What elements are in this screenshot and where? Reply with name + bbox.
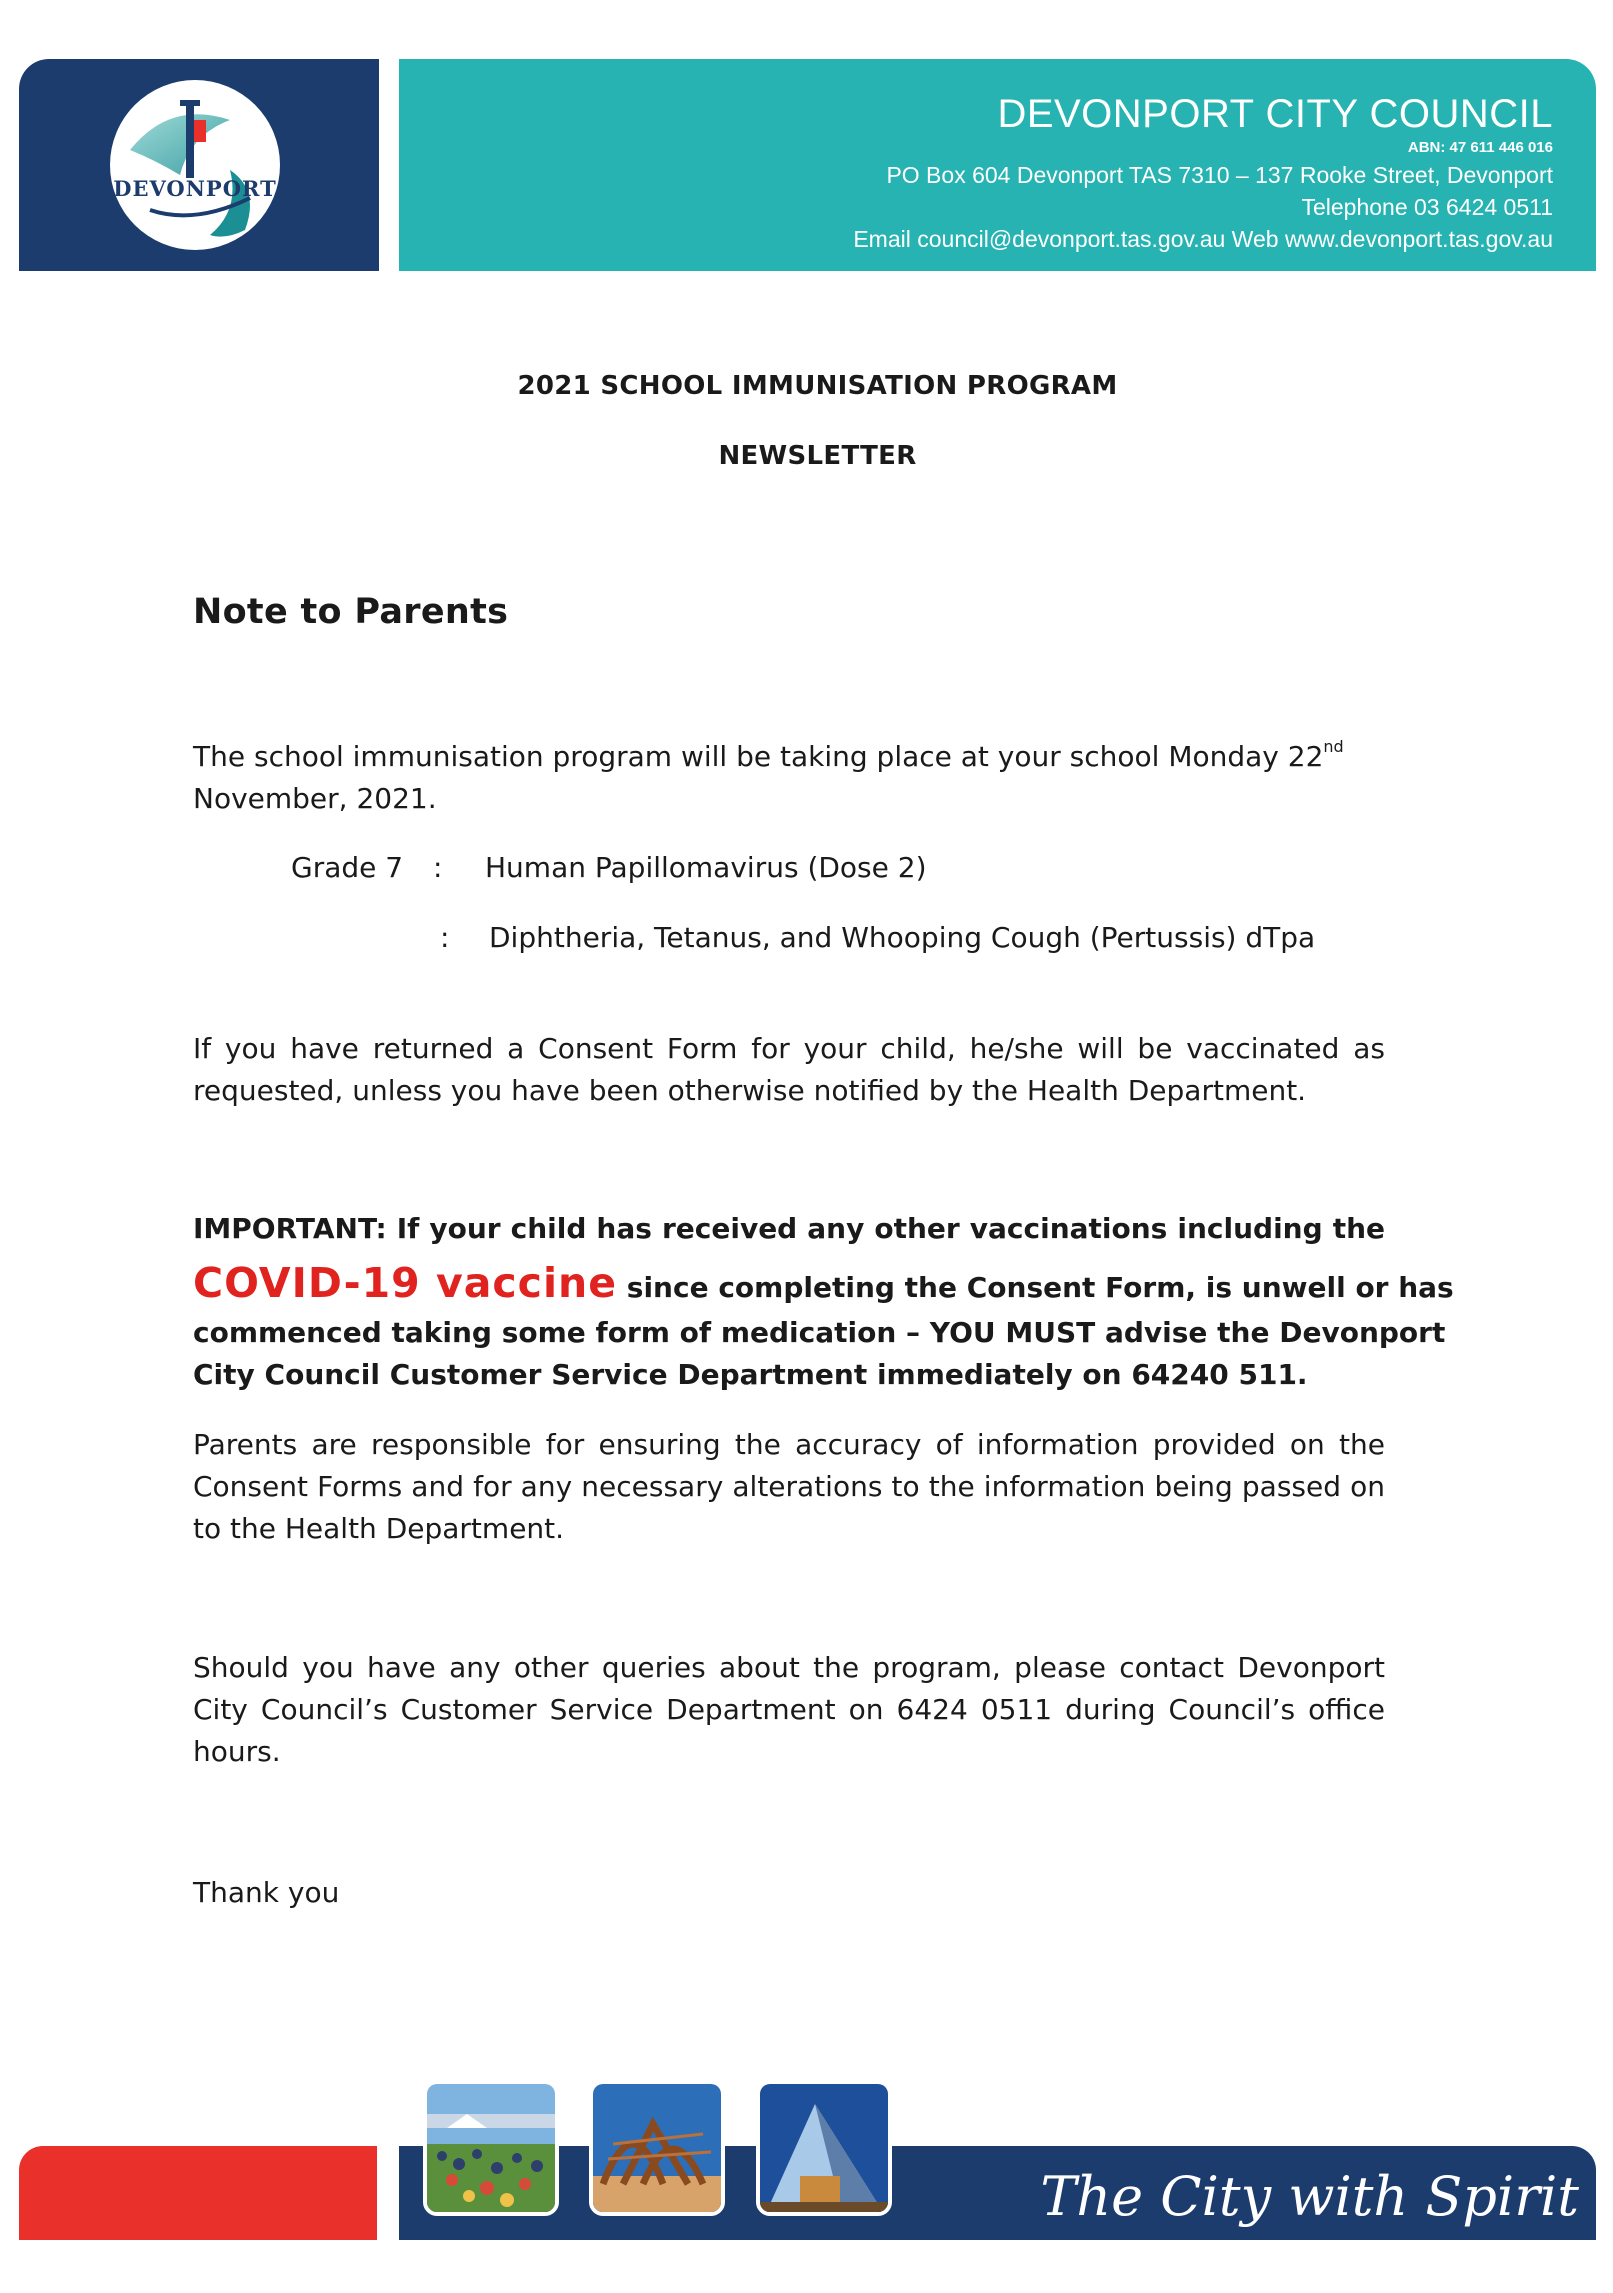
- important-line-1: IMPORTANT: If your child has received any other vaccinations including the: [193, 1212, 1385, 1245]
- document-title: 2021 SCHOOL IMMUNISATION PROGRAM: [517, 371, 1118, 401]
- timber-pavilion-photo-icon: [589, 2080, 725, 2216]
- lighthouse-icon: [110, 80, 280, 250]
- council-address: PO Box 604 Devonport TAS 7310 – 137 Rooke Street, Devonport: [886, 162, 1553, 188]
- queries-paragraph: Should you have any other queries about the program, please contact Devonport City Council’s Customer Service Department on 6424 0511 during Council’s office hours.: [193, 1651, 1385, 1768]
- council-email-web: Email council@devonport.tas.gov.au Web www.devonport.tas.gov.au: [853, 226, 1553, 252]
- consent-paragraph: If you have returned a Consent Form for your child, he/she will be vaccinated as requested, unless you have been otherwise notified by the Health Department.: [193, 1032, 1385, 1107]
- important-line-3: commenced taking some form of medication – YOU MUST advise the Devonport: [193, 1316, 1446, 1349]
- important-line-2: [193, 1257, 1454, 1314]
- document-subtitle: NEWSLETTER: [718, 441, 917, 471]
- important-line-2-text: since completing the Consent Form, is unwell or has: [626, 1271, 1454, 1304]
- council-name: DEVONPORT CITY COUNCIL: [997, 92, 1553, 136]
- note-heading: Note to Parents: [193, 592, 509, 632]
- footer-red-band: [19, 2146, 377, 2240]
- vaccine-hpv: Human Papillomavirus (Dose 2): [485, 851, 927, 884]
- intro-line-1: [193, 736, 1344, 778]
- intro-line-2: November, 2021.: [193, 782, 437, 815]
- crowd-photo-icon: [423, 2080, 559, 2216]
- vaccine-dtpa: Diphtheria, Tetanus, and Whooping Cough (Pertussis) dTpa: [489, 921, 1316, 954]
- devonport-logo: [110, 80, 280, 250]
- intro-text: The school immunisation program will be taking place at your school Monday 22: [193, 740, 1324, 773]
- logo-wordmark: DEVONPORT: [113, 176, 277, 201]
- covid-vaccine-highlight: COVID-19 vaccine: [193, 1259, 618, 1307]
- closing-text: Thank you: [193, 1876, 340, 1909]
- footer-tagline: The City with Spirit: [1040, 2165, 1579, 2228]
- council-abn: ABN: 47 611 446 016: [1407, 139, 1553, 156]
- parents-paragraph: Parents are responsible for ensuring the accuracy of information provided on the Consent Forms and for any necessary alterations to the information being passed on to the Health Department.: [193, 1428, 1385, 1545]
- grade-colon-2: :: [440, 921, 450, 954]
- date-ordinal-suffix: nd: [1323, 736, 1344, 756]
- important-line-4: City Council Customer Service Department immediately on 64240 511.: [193, 1358, 1308, 1391]
- modern-building-photo-icon: [756, 2080, 892, 2216]
- council-telephone: Telephone 03 6424 0511: [1301, 194, 1553, 220]
- grade-label: Grade 7: [291, 851, 404, 884]
- grade-colon-1: :: [433, 851, 443, 884]
